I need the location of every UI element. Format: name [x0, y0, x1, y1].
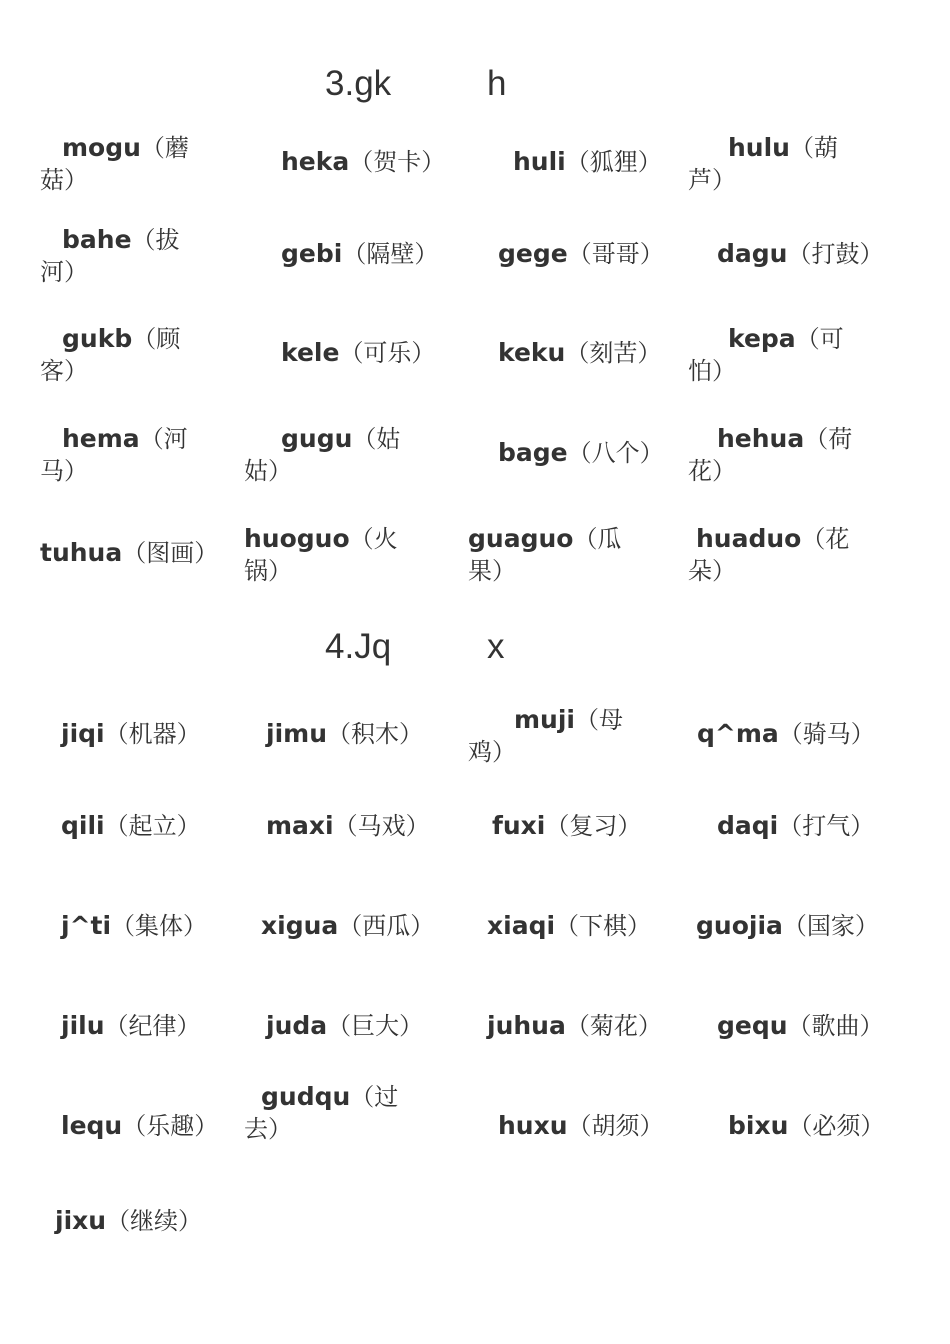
word-hanzi: （可怕） [688, 325, 844, 385]
word-item [688, 323, 860, 387]
word-hanzi: （花朵） [688, 525, 850, 585]
word-item [717, 1010, 917, 1042]
section4-heading-right: x [487, 627, 505, 666]
word-hanzi: （刻苦） [565, 339, 662, 367]
word-item [266, 810, 466, 842]
section3-heading-left: 3.gk [325, 64, 392, 103]
word-hanzi: （哥哥） [567, 240, 664, 268]
word-pinyin: j^ti [61, 911, 112, 940]
word-item [61, 910, 261, 942]
word-item [40, 323, 212, 387]
word-hanzi: （火锅） [244, 525, 398, 585]
word-pinyin: qili [61, 811, 105, 840]
word-hanzi: （葫芦） [688, 134, 838, 194]
word-hanzi: （过去） [244, 1083, 399, 1143]
word-pinyin: hehua [717, 424, 805, 453]
word-item [498, 437, 698, 469]
word-hanzi: （瓜果） [468, 525, 622, 585]
word-item [40, 423, 212, 487]
word-pinyin: gequ [717, 1011, 788, 1040]
word-hanzi: （打气） [778, 812, 875, 840]
word-item [40, 224, 200, 288]
section3-heading-right: h [487, 64, 507, 103]
word-pinyin: xiaqi [487, 911, 556, 940]
word-hanzi: （隔壁） [342, 240, 439, 268]
word-pinyin: jimu [266, 719, 327, 748]
word-pinyin: jilu [61, 1011, 105, 1040]
word-item [281, 337, 481, 369]
word-pinyin: huaduo [696, 524, 802, 553]
word-hanzi: （起立） [104, 812, 201, 840]
word-item [40, 537, 240, 569]
word-hanzi: （积木） [327, 720, 423, 748]
word-item [266, 718, 466, 750]
word-hanzi: （顾客） [40, 325, 181, 385]
word-hanzi: （河马） [40, 425, 188, 485]
word-pinyin: lequ [61, 1111, 123, 1140]
word-hanzi: （母鸡） [468, 706, 623, 766]
word-item [498, 238, 698, 270]
word-item [498, 337, 698, 369]
word-hanzi: （贺卡） [349, 148, 446, 176]
section4-heading [0, 627, 950, 687]
word-pinyin: q^ma [697, 719, 779, 748]
section4-heading-left: 4.Jq [325, 627, 392, 666]
word-hanzi: （骑马） [778, 720, 875, 748]
word-pinyin: dagu [717, 239, 788, 268]
word-item [281, 238, 481, 270]
word-item [61, 1010, 261, 1042]
word-pinyin: gege [498, 239, 568, 268]
word-item [61, 1110, 261, 1142]
word-item [487, 1010, 687, 1042]
word-pinyin: bixu [728, 1111, 789, 1140]
word-hanzi: （机器） [104, 720, 201, 748]
word-item [40, 132, 212, 196]
word-hanzi: （可乐） [339, 339, 436, 367]
word-hanzi: （荷花） [688, 425, 853, 485]
word-pinyin: daqi [717, 811, 779, 840]
word-item [717, 238, 917, 270]
word-item [468, 523, 648, 587]
word-pinyin: mogu [62, 133, 141, 162]
word-hanzi: （乐趣） [122, 1112, 219, 1140]
word-hanzi: （继续） [106, 1207, 203, 1235]
word-pinyin: gudqu [261, 1082, 351, 1111]
word-pinyin: kele [281, 338, 340, 367]
word-hanzi: （歌曲） [787, 1012, 884, 1040]
word-hanzi: （集体） [111, 912, 208, 940]
word-hanzi: （打鼓） [787, 240, 884, 268]
word-item [244, 523, 424, 587]
word-hanzi: （姑姑） [244, 425, 401, 485]
word-hanzi: （巨大） [327, 1012, 424, 1040]
word-hanzi: （蘑菇） [40, 134, 189, 194]
word-item [61, 718, 261, 750]
word-pinyin: gebi [281, 239, 343, 268]
word-item [261, 910, 471, 942]
word-item [717, 810, 917, 842]
word-pinyin: bahe [62, 225, 132, 254]
word-pinyin: kepa [728, 324, 796, 353]
word-pinyin: maxi [266, 811, 334, 840]
word-pinyin: hema [62, 424, 140, 453]
word-item [697, 718, 917, 750]
word-pinyin: hulu [728, 133, 790, 162]
word-pinyin: juda [266, 1011, 328, 1040]
word-item [688, 523, 868, 587]
word-hanzi: （八个） [567, 439, 664, 467]
word-pinyin: huli [513, 147, 566, 176]
word-pinyin: tuhua [40, 538, 123, 567]
word-hanzi: （西瓜） [338, 912, 435, 940]
word-hanzi: （复习） [545, 812, 642, 840]
word-hanzi: （国家） [782, 912, 879, 940]
word-hanzi: （图画） [122, 539, 219, 567]
word-item [513, 146, 713, 178]
word-hanzi: （胡须） [567, 1112, 664, 1140]
word-item [281, 146, 481, 178]
word-pinyin: jixu [55, 1206, 107, 1235]
word-item [244, 423, 416, 487]
word-item [492, 810, 692, 842]
word-item [728, 1110, 928, 1142]
word-pinyin: keku [498, 338, 566, 367]
word-pinyin: gugu [281, 424, 353, 453]
word-pinyin: huoguo [244, 524, 350, 553]
word-hanzi: （菊花） [565, 1012, 662, 1040]
word-hanzi: （狐狸） [565, 148, 662, 176]
word-item [688, 132, 860, 196]
word-item [468, 704, 640, 768]
word-item [61, 810, 261, 842]
section3-heading [0, 64, 950, 124]
word-pinyin: jiqi [61, 719, 105, 748]
word-hanzi: （纪律） [104, 1012, 201, 1040]
word-pinyin: gukb [62, 324, 133, 353]
word-pinyin: guojia [696, 911, 783, 940]
word-hanzi: （下棋） [555, 912, 652, 940]
word-item [55, 1205, 255, 1237]
word-item [487, 910, 687, 942]
word-pinyin: xigua [261, 911, 339, 940]
word-pinyin: guaguo [468, 524, 574, 553]
word-pinyin: heka [281, 147, 350, 176]
word-pinyin: juhua [487, 1011, 566, 1040]
word-pinyin: fuxi [492, 811, 546, 840]
word-pinyin: huxu [498, 1111, 568, 1140]
word-item [266, 1010, 466, 1042]
word-item [498, 1110, 698, 1142]
word-pinyin: bage [498, 438, 568, 467]
word-item [688, 423, 868, 487]
word-item [244, 1081, 424, 1145]
word-item [696, 910, 936, 942]
word-hanzi: （马戏） [333, 812, 430, 840]
word-pinyin: muji [514, 705, 575, 734]
word-hanzi: （必须） [788, 1112, 885, 1140]
word-hanzi: （拔河） [40, 226, 180, 286]
